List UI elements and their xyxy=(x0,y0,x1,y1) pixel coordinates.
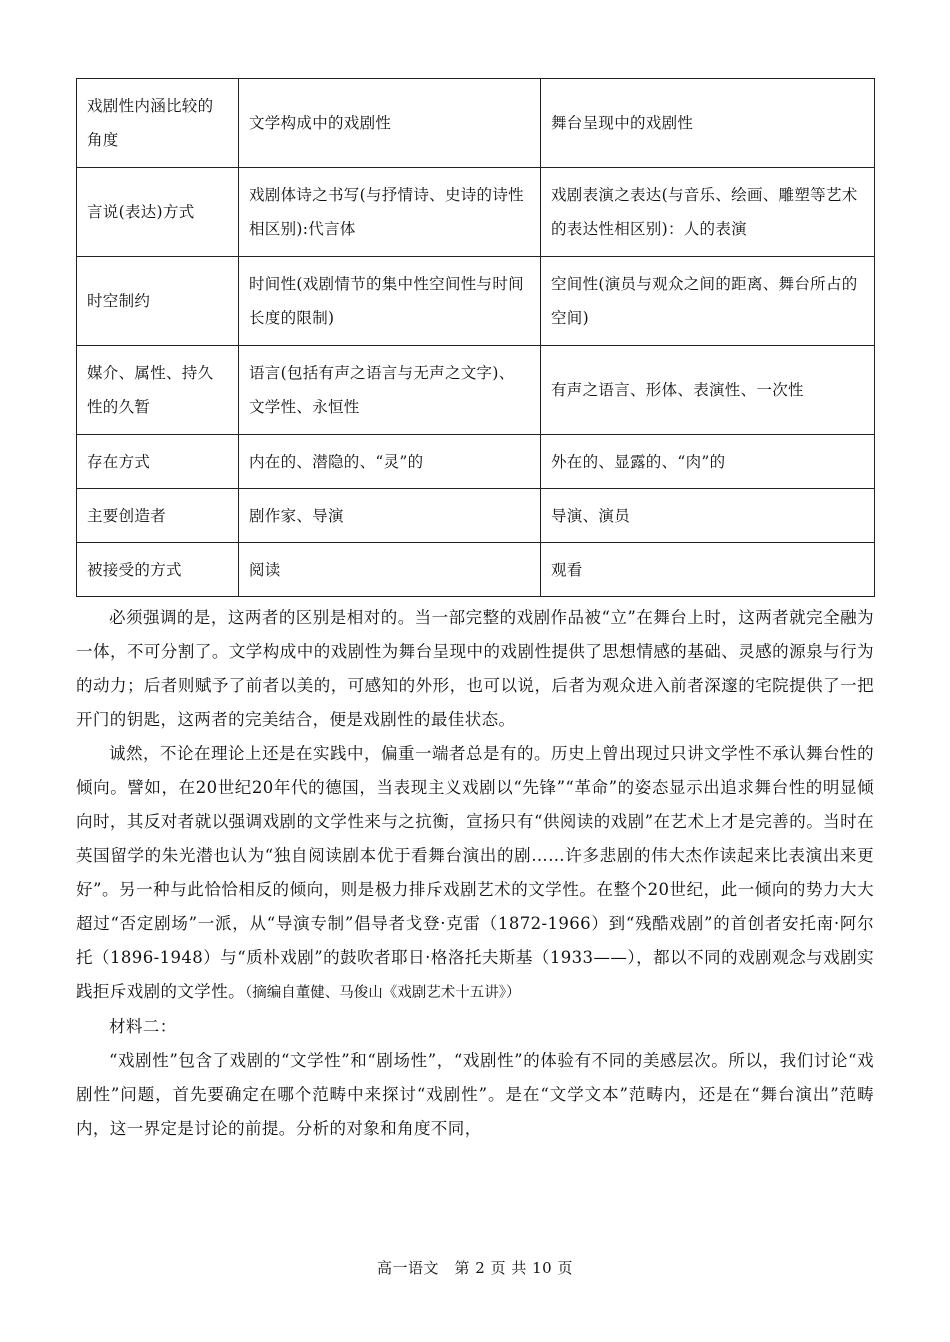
page-content xyxy=(76,78,874,1146)
table-cell: 外在的、显露的、“肉”的 xyxy=(541,435,875,489)
table-cell: 语言(包括有声之语言与无声之文字)、文学性、永恒性 xyxy=(239,346,541,435)
table-cell: 时间性(戏剧情节的集中性空间性与时间长度的限制) xyxy=(239,257,541,346)
body-text xyxy=(76,601,874,1146)
table-cell: 导演、演员 xyxy=(541,489,875,543)
comparison-table xyxy=(76,78,875,597)
table-row xyxy=(77,489,875,543)
table-cell: 阅读 xyxy=(239,543,541,597)
table-cell: 戏剧体诗之书写(与抒情诗、史诗的诗性相区别):代言体 xyxy=(239,168,541,257)
table-cell: 剧作家、导演 xyxy=(239,489,541,543)
table-cell: 主要创造者 xyxy=(77,489,239,543)
table-cell: 观看 xyxy=(541,543,875,597)
table-row xyxy=(77,346,875,435)
header-cell: 戏剧性内涵比较的角度 xyxy=(77,79,239,168)
table-cell: 有声之语言、形体、表演性、一次性 xyxy=(541,346,875,435)
table-cell: 言说(表达)方式 xyxy=(77,168,239,257)
table-row xyxy=(77,168,875,257)
citation: （摘编自董健、马俊山《戏剧艺术十五讲》） xyxy=(245,985,521,1001)
paragraph-2 xyxy=(76,737,874,1010)
table-cell: 被接受的方式 xyxy=(77,543,239,597)
paragraph-3: “戏剧性”包含了戏剧的“文学性”和“剧场性”，“戏剧性”的体验有不同的美感层次。所以，我们讨论“戏剧性”问题，首先要确定在哪个范畴中来探讨“戏剧性”。是在“文学文本”范畴内，还是在“舞台演出”范畴内，这一界定是讨论的前提。分析的对象和角度不同， xyxy=(76,1051,874,1138)
table-cell: 存在方式 xyxy=(77,435,239,489)
page-footer: 高一语文 第 2 页 共 10 页 xyxy=(377,1259,573,1277)
table-row xyxy=(77,435,875,489)
table-cell: 空间性(演员与观众之间的距离、舞台所占的空间) xyxy=(541,257,875,346)
table-row xyxy=(77,257,875,346)
table-cell: 戏剧表演之表达(与音乐、绘画、雕塑等艺术的表达性相区别)：人的表演 xyxy=(541,168,875,257)
header-cell: 文学构成中的戏剧性 xyxy=(239,79,541,168)
table-cell: 内在的、潜隐的、“灵”的 xyxy=(239,435,541,489)
table-header-row xyxy=(77,79,875,168)
paragraph-2-text: 诚然，不论在理论上还是在实践中，偏重一端者总是有的。历史上曾出现过只讲文学性不承认舞台性的倾向。譬如，在20世纪20年代的德国，当表现主义戏剧以“先锋”“革命”的姿态显示出追求舞台性的明显倾向时，其反对者就以强调戏剧的文学性来与之抗衡，宣扬只有“供阅读的戏剧”在艺术上才是完善的。当时在英国留学的朱光潜也认为“独自阅读剧本优于看舞台演出的剧……许多悲剧的伟大杰作读起来比表演出来更好”。另一种与此恰恰相反的倾向，则是极力排斥戏剧艺术的文学性。在整个20世纪，此一倾向的势力大大超过“否定剧场”一派，从“导演专制”倡导者戈登·克雷（1872-1966）到“残酷戏剧”的首创者安托南·阿尔托（1896-1948）与“质朴戏剧”的鼓吹者耶日·格洛托夫斯基（1933——），都以不同的戏剧观念与戏剧实践拒斥戏剧的文学性。 xyxy=(76,744,874,1001)
table-row xyxy=(77,543,875,597)
header-cell: 舞台呈现中的戏剧性 xyxy=(541,79,875,168)
table-cell: 媒介、属性、持久性的久暂 xyxy=(77,346,239,435)
table-cell: 时空制约 xyxy=(77,257,239,346)
paragraph-1: 必须强调的是，这两者的区别是相对的。当一部完整的戏剧作品被“立”在舞台上时，这两者就完全融为一体，不可分割了。文学构成中的戏剧性为舞台呈现中的戏剧性提供了思想情感的基础、灵感的源泉与行为的动力；后者则赋予了前者以美的，可感知的外形，也可以说，后者为观众进入前者深邃的宅院提供了一把开门的钥匙，这两者的完美结合，便是戏剧性的最佳状态。 xyxy=(76,608,874,729)
material-label: 材料二： xyxy=(109,1017,177,1036)
